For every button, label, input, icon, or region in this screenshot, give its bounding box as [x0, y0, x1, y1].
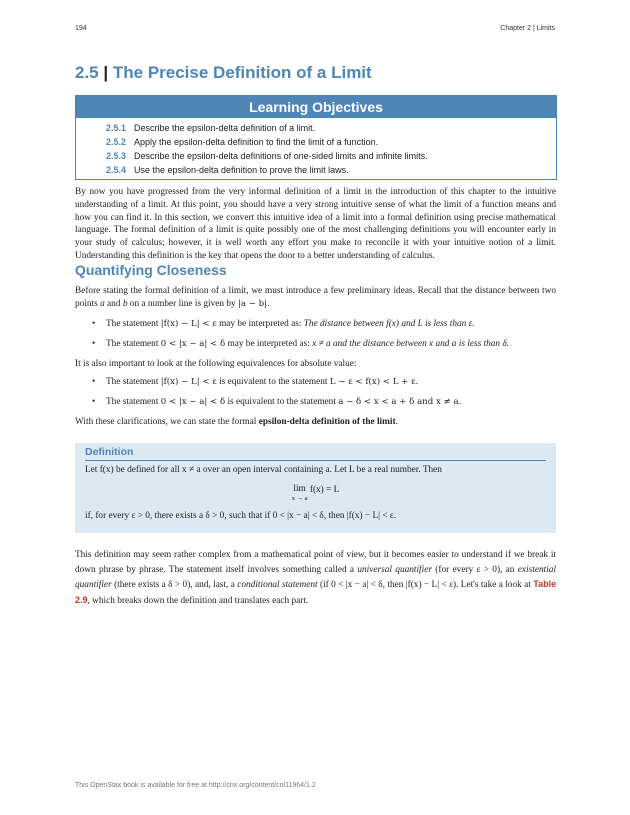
objective-number: 2.5.3 — [106, 151, 127, 161]
objective-number: 2.5.1 — [106, 123, 127, 133]
section-title — [75, 63, 372, 83]
closing-paragraph: This definition may seem rather complex from a mathematical point of view, but it becomes easier to understand if we break it down phrase by phrase. The statement itself involves something called a universal quantifier (for every ε > 0), an existential quantifier (there exists a δ > 0), and, last, a conditional statement (if 0 < |x − a| < δ, then |f(x) − L| < ε). Let's take a look at Table 2.9, which breaks down the definition and translates each part. — [75, 550, 557, 606]
intro-paragraph: By now you have progressed from the very informal definition of a limit in the introduction of this chapter to the intuitive understanding of a limit. At this point, you should have a very strong intuitive sense of what the limit of a function means and how you can find it. In this section, we convert this intuitive idea of a limit into a formal definition using precise mathematical language. The formal definition of a limit is quite possibly one of the most challenging definitions you will encounter early in your study of calculus; however, it is well worth any effort you make to reconcile it with your intuitive notion of a limit. Understanding this definition is the key that opens the door to a better understanding of calculus. — [75, 187, 556, 261]
objective-item — [106, 135, 556, 149]
definition-box — [75, 443, 556, 533]
objective-text: Describe the epsilon-delta definition of a limit. — [134, 123, 316, 133]
learning-objectives-title: Learning Objectives — [76, 96, 556, 118]
subsection-title: Quantifying Closeness — [75, 262, 227, 278]
definition-rule — [85, 460, 546, 461]
table-link[interactable]: Table 2.9 — [75, 579, 557, 605]
clarifications-paragraph: With these clarifications, we can state the formal epsilon-delta definition of the limit. — [75, 417, 398, 427]
definition-limit: lim x → a f(x) = L — [291, 484, 340, 502]
bullet-item: • The statement 0 < |x − a| < δ may be interpreted as: x ≠ a and the distance between x and a is less than δ. — [92, 339, 510, 349]
bullet-item: • The statement 0 < |x − a| < δ is equivalent to the statement a − δ < x < a + δ and x ≠ a. — [92, 397, 462, 407]
bullet-item: • The statement |f(x) − L| < ε is equivalent to the statement L − ε < f(x) < L + ε. — [92, 377, 419, 387]
objective-text: Use the epsilon-delta definition to prove the limit laws. — [134, 165, 349, 175]
objective-item — [106, 121, 556, 135]
definition-title: Definition — [85, 446, 134, 458]
closeness-paragraph: Before stating the formal definition of a limit, we must introduce a few preliminary ideas. Recall that the distance between two points a and b on a number line is given by |a − b|. — [75, 286, 556, 309]
objective-number: 2.5.4 — [106, 165, 127, 175]
section-separator: | — [103, 63, 109, 82]
learning-objectives-box — [75, 95, 557, 180]
page-number: 194 — [75, 25, 87, 32]
bullet-item: • The statement |f(x) − L| < ε may be interpreted as: The distance between f(x) and L is less than ε. — [92, 319, 475, 329]
objective-item — [106, 163, 556, 177]
section-title-text: The Precise Definition of a Limit — [112, 63, 372, 82]
learning-objectives-list — [76, 118, 556, 179]
chapter-label: Chapter 2 | Limits — [500, 25, 555, 32]
objective-text: Describe the epsilon-delta definitions of one-sided limits and infinite limits. — [134, 151, 428, 161]
objective-item — [106, 149, 556, 163]
equivalences-paragraph: It is also important to look at the following equivalences for absolute value: — [75, 359, 357, 369]
definition-line: Let f(x) be defined for all x ≠ a over an open interval containing a. Let L be a real number. Then — [85, 465, 442, 475]
section-number: 2.5 — [75, 63, 99, 82]
definition-condition: if, for every ε > 0, there exists a δ > 0, such that if 0 < |x − a| < δ, then |f(x) − L| < ε. — [85, 511, 397, 521]
objective-text: Apply the epsilon-delta definition to find the limit of a function. — [134, 137, 379, 147]
objective-number: 2.5.2 — [106, 137, 127, 147]
footer: This OpenStax book is available for free at http://cnx.org/content/col11964/1.2 — [75, 782, 316, 789]
